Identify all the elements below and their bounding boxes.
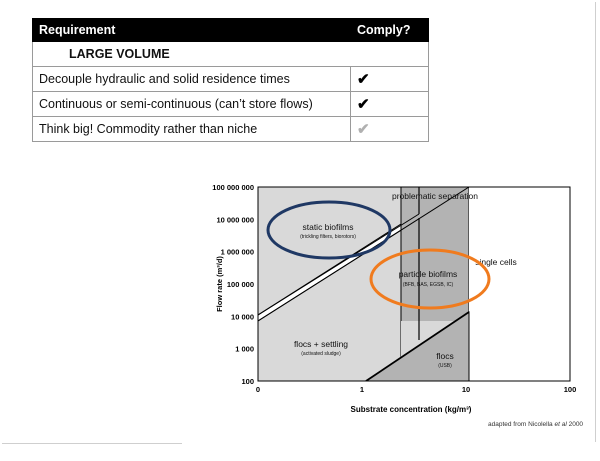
check-mark-icon: ✔ — [357, 121, 370, 138]
requirements-table — [32, 18, 429, 142]
region-note: (trickling filters, biorotors) — [300, 234, 356, 240]
region-label: particle biofilms — [398, 269, 458, 279]
y-tick-label: 100 000 — [226, 280, 254, 289]
check-mark-icon: ✔ — [357, 96, 370, 113]
x-tick-label: 0 — [255, 385, 261, 394]
region-label: flocs — [436, 351, 454, 361]
check-mark-icon: ✔ — [357, 71, 370, 88]
region-note: (BFB, BAS, EGSB, IC) — [402, 282, 454, 288]
table-header-row — [33, 19, 429, 42]
region-label: single cells — [475, 257, 517, 267]
section-row — [33, 42, 429, 67]
bioreactor-regime-chart — [190, 178, 590, 418]
slide-divider — [2, 443, 182, 444]
region-label: static biofilms — [302, 222, 354, 232]
y-tick-label: 1 000 000 — [220, 247, 254, 257]
x-tick-label: 1 — [359, 385, 365, 394]
region-note: (USB) — [438, 363, 452, 369]
requirement-text: Continuous or semi-continuous (can’t store flows) — [33, 92, 351, 117]
requirement-column-header: Requirement — [33, 19, 351, 42]
x-tick-label: 100 — [563, 385, 577, 394]
x-tick-label: 10 — [461, 385, 471, 394]
requirement-text: Think big! Commodity rather than niche — [33, 117, 351, 142]
requirement-text: Decouple hydraulic and solid residence times — [33, 67, 351, 92]
y-tick-label: 100 — [241, 377, 254, 386]
x-axis — [256, 385, 576, 394]
region-label: problematic separation — [392, 191, 478, 201]
table-row — [33, 67, 429, 92]
region-note: (activated sludge) — [301, 351, 341, 357]
region-label: flocs + settling — [293, 339, 349, 349]
y-tick-label: 10 000 000 — [216, 215, 254, 225]
single-cells-region — [469, 187, 570, 381]
x-axis-label: Substrate concentration (kg/m³) — [350, 405, 472, 414]
section-label: LARGE VOLUME — [33, 42, 429, 67]
source-credit: adapted from Nicolella et al 2000 — [488, 421, 584, 428]
table-row — [33, 92, 429, 117]
comply-column-header: Comply? — [351, 19, 429, 42]
y-tick-label: 100 000 000 — [212, 183, 254, 192]
y-tick-label: 10 000 — [231, 312, 254, 322]
y-axis-label: Flow rate (m³/d) — [215, 256, 224, 312]
table-row — [33, 117, 429, 142]
y-tick-label: 1 000 — [235, 344, 254, 354]
